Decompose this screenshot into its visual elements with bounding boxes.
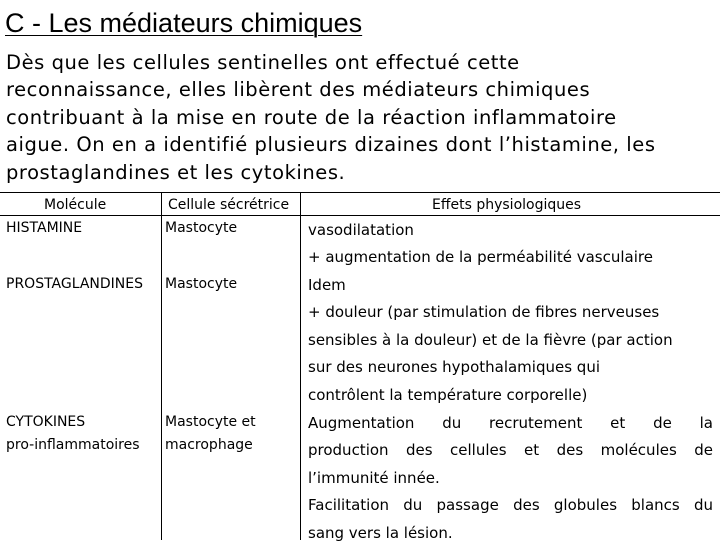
word: passage <box>436 496 499 515</box>
row-prostaglandines-effets <box>308 272 713 409</box>
intro-line: reconnaissance, elles libèrent des médiateurs chimiques <box>6 78 591 102</box>
page-title: C - Les médiateurs chimiques <box>5 8 363 38</box>
word: des <box>406 441 433 460</box>
header-molecule: Molécule <box>44 197 107 213</box>
word: et <box>610 414 626 432</box>
effect-line: vasodilatation <box>308 221 414 239</box>
row-cytokines-effets <box>308 410 713 547</box>
word: molécules <box>600 441 677 460</box>
row-histamine-molecule: HISTAMINE <box>6 220 83 236</box>
effect-line: + augmentation de la perméabilité vasculaire <box>308 248 653 267</box>
intro-line: Dès que les cellules sentinelles ont effectué cette <box>6 51 520 74</box>
row-cytokines-molecule <box>6 412 140 455</box>
word: des <box>556 441 584 460</box>
cellule-line: macrophage <box>165 437 253 453</box>
effect-line: sur des neurones hypothalamiques qui <box>308 358 601 377</box>
row-prostaglandines-molecule: PROSTAGLANDINES <box>6 276 144 292</box>
word: Facilitation <box>308 496 389 515</box>
effect-line: contrôlent la température corporelle) <box>308 385 588 404</box>
intro-line: contribuant à la mise en route de la réaction inflammatoire <box>6 105 617 129</box>
row-histamine-effets <box>308 217 713 272</box>
word: du <box>442 414 462 432</box>
word: Augmentation <box>308 414 415 432</box>
effect-line-justified <box>308 437 713 464</box>
row-histamine-cellule: Mastocyte <box>165 220 238 236</box>
word: du <box>693 496 713 515</box>
header-effets: Effets physiologiques <box>432 197 582 213</box>
mediators-table <box>0 192 720 540</box>
word: blancs <box>631 496 680 515</box>
molecule-line: pro-inflammatoires <box>6 437 140 453</box>
effect-line-justified <box>308 492 713 519</box>
word: et <box>524 441 540 460</box>
molecule-line: CYTOKINES <box>6 414 86 430</box>
intro-line: prostaglandines et les cytokines. <box>6 160 346 184</box>
table-top-border <box>0 192 720 193</box>
header-cellule: Cellule sécrétrice <box>168 197 290 213</box>
effect-line: sensibles à la douleur) et de la fièvre (par action <box>308 330 673 349</box>
effect-line: sang vers la lésion. <box>308 523 453 542</box>
column-divider <box>300 192 301 540</box>
column-divider <box>161 192 162 540</box>
effect-line: Idem <box>308 276 346 294</box>
word: cellules <box>450 441 507 460</box>
word: recrutement <box>489 414 583 432</box>
word: du <box>403 496 423 515</box>
word: globules <box>553 496 618 515</box>
effect-line: + douleur (par stimulation de fibres nerveuses <box>308 303 660 322</box>
word: de <box>653 414 672 432</box>
header-divider <box>0 215 720 216</box>
row-cytokines-cellule <box>165 412 256 455</box>
effect-line-justified <box>308 410 713 437</box>
intro-paragraph <box>6 49 718 186</box>
word: des <box>513 496 540 515</box>
word: de <box>694 441 713 460</box>
intro-line: aigue. On en a identifié plusieurs dizaines dont l’histamine, les <box>6 133 656 157</box>
effect-line: l’immunité innée. <box>308 468 440 487</box>
word: la <box>699 414 713 432</box>
row-prostaglandines-cellule: Mastocyte <box>165 276 238 292</box>
cellule-line: Mastocyte et <box>165 414 256 430</box>
word: production <box>308 441 389 460</box>
